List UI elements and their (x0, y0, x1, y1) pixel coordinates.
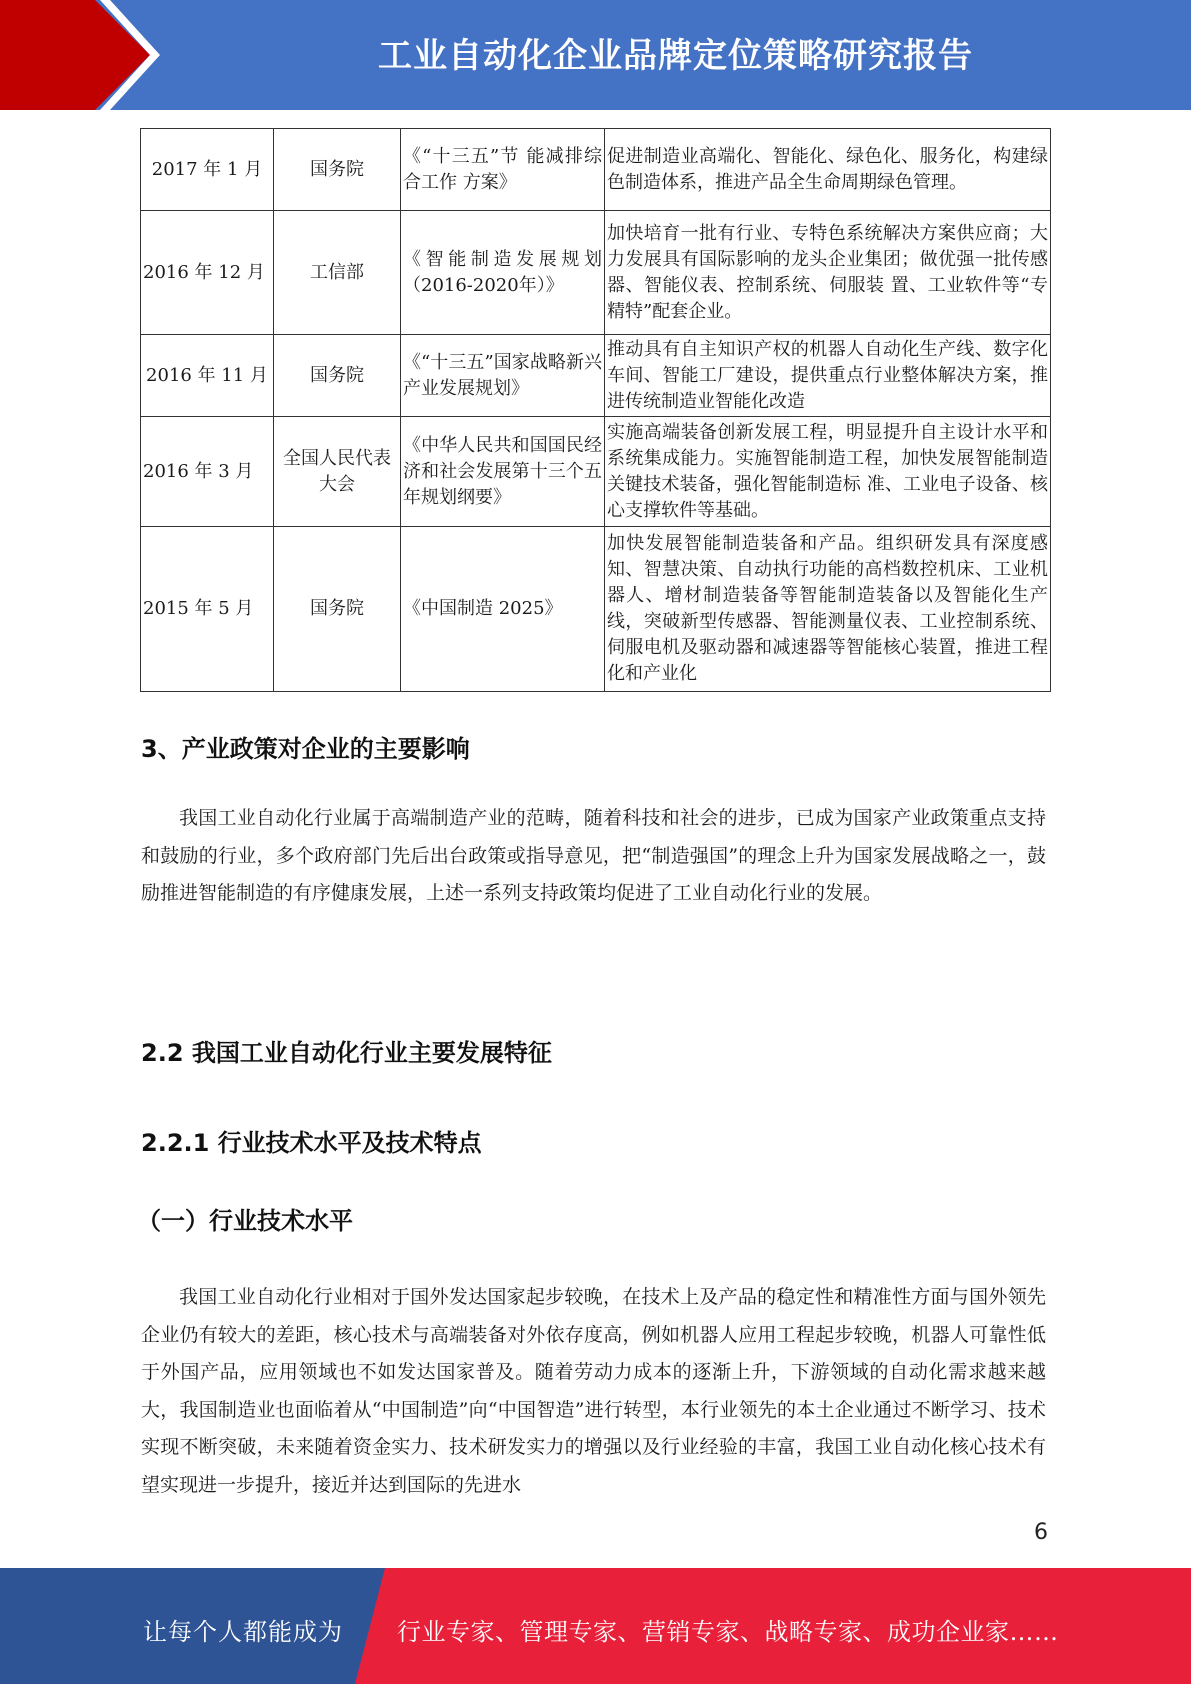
footer-slogan-right: 行业专家、管理专家、营销专家、战略专家、成功企业家…… (397, 1618, 1059, 1646)
table-cell-date: 2016 年 12 月 (141, 211, 274, 335)
table-cell-content: 加快发展智能制造装备和产品。组织研发具有深度感知、智慧决策、自动执行功能的高档数控机床、工业机器人、增材制造装备等智能制造装备以及智能化生产线，突破新型传感器、智能测量仪表、工业控制系统、伺服电机及驱动器和减速器等智能核心装置，推进工程化和产业化 (605, 527, 1051, 692)
table-cell-org: 国务院 (274, 335, 401, 417)
table-cell-doc: 《中国制造 2025》 (401, 527, 605, 692)
section-heading: 2.2 我国工业自动化行业主要发展特征 (141, 1039, 552, 1067)
document-title: 工业自动化企业品牌定位策略研究报告 (378, 36, 973, 76)
table-cell-doc: 《中华人民共和国国民经济和社会发展第十三个五年规划纲要》 (401, 417, 605, 527)
section-paragraph: 我国工业自动化行业相对于国外发达国家起步较晚，在技术上及产品的稳定性和精准性方面与国外领先企业仍有较大的差距，核心技术与高端装备对外依存度高，例如机器人应用工程起步较晚，机器人可靠性低于外国产品，应用领域也不如发达国家普及。随着劳动力成本的逐渐上升，下游领域的自动化需求越来越大，我国制造业也面临着从“中国制造”向“中国智造”进行转型，本行业领先的本土企业通过不断学习、技术实现不断突破，未来随着资金实力、技术研发实力的增强以及行业经验的丰富，我国工业自动化核心技术有望实现进一步提升，接近并达到国际的先进水 (141, 1286, 1046, 1496)
footer-slogan-left: 让每个人都能成为 (143, 1618, 343, 1646)
table-row (141, 417, 1051, 527)
table-cell-org: 全国人民代表大会 (274, 417, 401, 527)
table-cell-doc: 《“十三五”国家战略新兴产业发展规划》 (401, 335, 605, 417)
header-banner (0, 0, 1191, 110)
section-paragraph: 我国工业自动化行业属于高端制造产业的范畴，随着科技和社会的进步，已成为国家产业政策重点支持和鼓励的行业，多个政府部门先后出台政策或指导意见，把“制造强国”的理念上升为国家发展战略之一，鼓励推进智能制造的有序健康发展，上述一系列支持政策均促进了工业自动化行业的发展。 (141, 807, 1046, 904)
policy-table (140, 128, 1051, 692)
table-cell-org: 工信部 (274, 211, 401, 335)
table-cell-org: 国务院 (274, 129, 401, 211)
page-number: 6 (1034, 1520, 1048, 1545)
table-cell-content: 实施高端装备创新发展工程，明显提升自主设计水平和系统集成能力。实施智能制造工程，加快发展智能制造关键技术装备，强化智能制造标 准、工业电子设备、核心支撑软件等基础。 (605, 417, 1051, 527)
table-row (141, 129, 1051, 211)
section-heading: 2.2.1 行业技术水平及技术特点 (141, 1129, 482, 1157)
table-cell-doc: 《智能制造发展规划（2016-2020年）》 (401, 211, 605, 335)
table-row (141, 211, 1051, 335)
table-cell-content: 推动具有自主知识产权的机器人自动化生产线、数字化车间、智能工厂建设，提供重点行业整体解决方案，推进传统制造业智能化改造 (605, 335, 1051, 417)
table-cell-date: 2016 年 11 月 (141, 335, 274, 417)
subsection-heading: （一）行业技术水平 (137, 1207, 353, 1235)
table-cell-date: 2017 年 1 月 (141, 129, 274, 211)
table-cell-doc: 《“十三五”节 能减排综合工作 方案》 (401, 129, 605, 211)
table-cell-date: 2016 年 3 月 (141, 417, 274, 527)
table-cell-content: 加快培育一批有行业、专特色系统解决方案供应商；大力发展具有国际影响的龙头企业集团；做优强一批传感器、智能仪表、控制系统、伺服装 置、工业软件等“专精特”配套企业。 (605, 211, 1051, 335)
header-red-arrow (0, 0, 150, 110)
table-row (141, 335, 1051, 417)
table-cell-date: 2015 年 5 月 (141, 527, 274, 692)
table-row (141, 527, 1051, 692)
section-heading: 3、产业政策对企业的主要影响 (141, 735, 470, 763)
table-cell-org: 国务院 (274, 527, 401, 692)
table-cell-content: 促进制造业高端化、智能化、绿色化、服务化，构建绿色制造体系，推进产品全生命周期绿色管理。 (605, 129, 1051, 211)
footer-banner (0, 1568, 1191, 1684)
